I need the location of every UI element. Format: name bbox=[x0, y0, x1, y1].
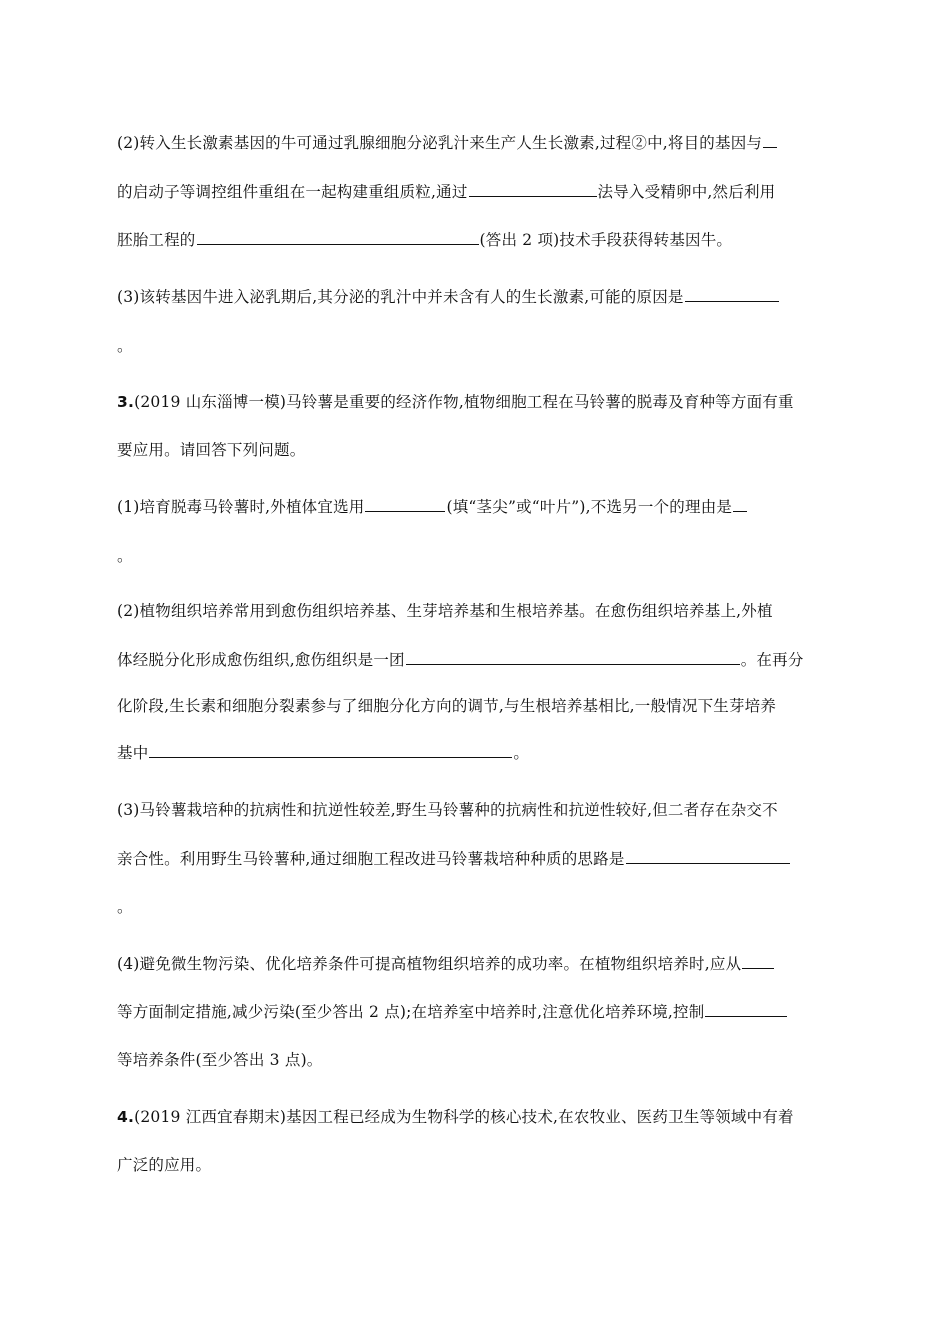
answer-blank[interactable] bbox=[626, 849, 790, 864]
q4-stem-line2: 广泛的应用。 bbox=[117, 1156, 212, 1174]
q3-part2-line1: (2)植物组织培养常用到愈伤组织培养基、生芽培养基和生根培养基。在愈伤组织培养基上,外植 bbox=[117, 602, 773, 620]
answer-blank[interactable] bbox=[742, 954, 774, 969]
q3-stem-line2: 要应用。请回答下列问题。 bbox=[117, 441, 306, 459]
q3-part4-line3: 等培养条件(至少答出 3 点)。 bbox=[117, 1051, 323, 1069]
q2-part2-line3: 胚胎工程的 (答出 2 项)技术手段获得转基因牛。 bbox=[117, 231, 733, 249]
answer-blank[interactable] bbox=[705, 1002, 787, 1017]
q3-part1-line2: 。 bbox=[117, 547, 133, 565]
q2-part2-line1: (2)转入生长激素基因的牛可通过乳腺细胞分泌乳汁来生产人生长激素,过程②中,将目的基因与 bbox=[117, 133, 778, 153]
q3-part2-line3: 化阶段,生长素和细胞分裂素参与了细胞分化方向的调节,与生根培养基相比,一般情况下生芽培养 bbox=[117, 697, 777, 715]
answer-blank[interactable] bbox=[733, 497, 747, 512]
q3-part3-line3: 。 bbox=[117, 898, 133, 916]
q3-stem-line1: 3.(2019 山东淄博一模)马铃薯是重要的经济作物,植物细胞工程在马铃薯的脱毒及育种等方面有重 bbox=[117, 393, 794, 411]
q4-stem-line1: 4.(2019 江西宜春期末)基因工程已经成为生物科学的核心技术,在农牧业、医药卫生等领域中有着 bbox=[117, 1108, 794, 1126]
answer-blank[interactable] bbox=[406, 650, 740, 665]
q3-part3-line2: 亲合性。利用野生马铃薯种,通过细胞工程改进马铃薯栽培种种质的思路是 bbox=[117, 849, 791, 869]
answer-blank[interactable] bbox=[149, 743, 512, 758]
answer-blank[interactable] bbox=[469, 182, 597, 197]
q3-part2-line2: 体经脱分化形成愈伤组织,愈伤组织是一团 。在再分 bbox=[117, 651, 804, 669]
q3-part4-line1: (4)避免微生物污染、优化培养条件可提高植物组织培养的成功率。在植物组织培养时,应从 bbox=[117, 954, 775, 974]
q2-part3-line2: 。 bbox=[117, 337, 133, 355]
answer-blank[interactable] bbox=[685, 287, 779, 302]
answer-blank[interactable] bbox=[197, 230, 479, 245]
q3-part1-line1: (1)培育脱毒马铃薯时,外植体宜选用 (填“茎尖”或“叶片”),不选另一个的理由是 bbox=[117, 497, 748, 517]
answer-blank[interactable] bbox=[763, 133, 777, 148]
q2-part3-line1: (3)该转基因牛进入泌乳期后,其分泌的乳汁中并未含有人的生长激素,可能的原因是 bbox=[117, 287, 780, 307]
q3-part3-line1: (3)马铃薯栽培种的抗病性和抗逆性较差,野生马铃薯种的抗病性和抗逆性较好,但二者存在杂交不 bbox=[117, 801, 778, 819]
q2-part2-line2: 的启动子等调控组件重组在一起构建重组质粒,通过 法导入受精卵中,然后利用 bbox=[117, 183, 776, 201]
q3-part2-line4: 基中 。 bbox=[117, 744, 530, 762]
q3-part4-line2: 等方面制定措施,减少污染(至少答出 2 点);在培养室中培养时,注意优化培养环境,控制 bbox=[117, 1002, 788, 1022]
answer-blank[interactable] bbox=[365, 497, 445, 512]
